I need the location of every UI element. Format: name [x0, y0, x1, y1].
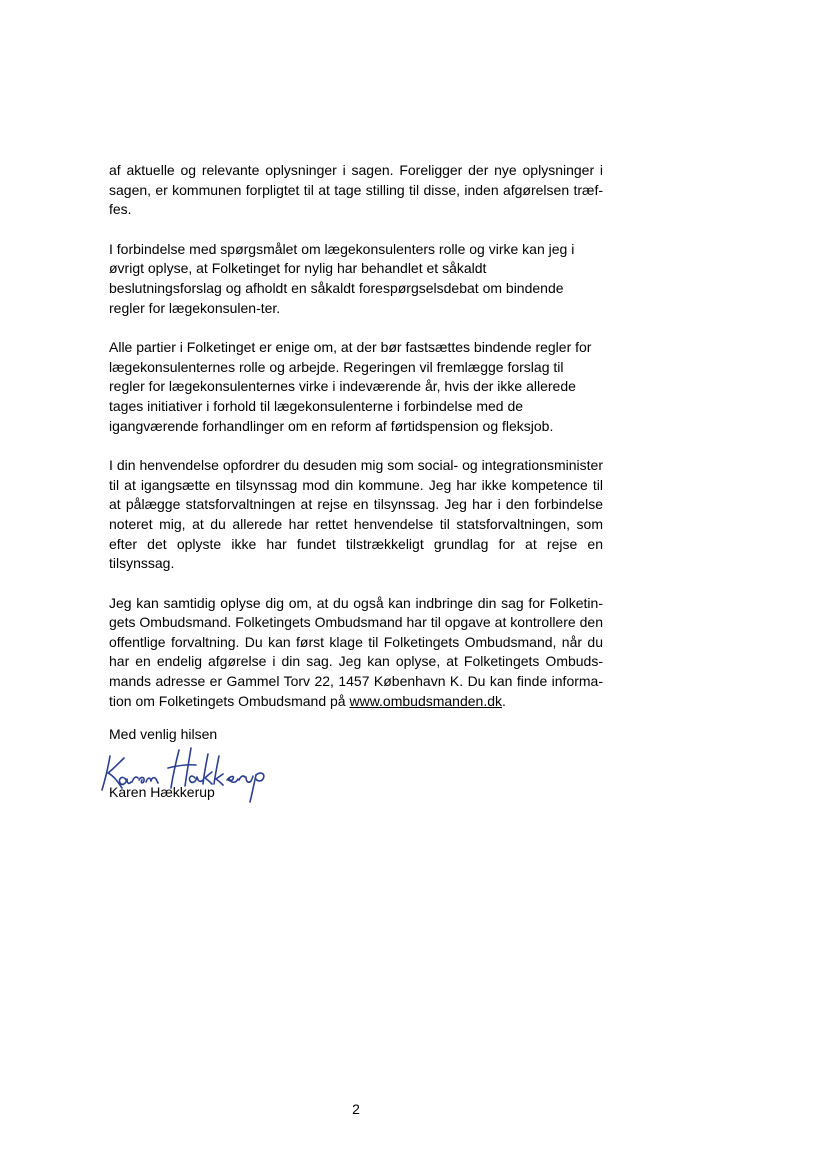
closing-greeting: Med venlig hilsen: [109, 726, 218, 742]
paragraph-5-text: Jeg kan samtidig oplyse dig om, at du også kan indbringe din sag for Folketin-gets Ombudsmand. Folketingets Ombudsmand har til opgave at kontrollere den offentlige forvaltning. Du kan først klage til Folketingets Ombudsmand, når du har en endelig afgørelse i din sag. Jeg kan oplyse, at Folketingets Ombuds-mands adresse er Gammel Torv 22, 1457 København K. Du kan finde informa-tion om Folketingets Ombudsmand på: [109, 594, 603, 709]
paragraph-5: [109, 594, 603, 712]
paragraph-3: Alle partier i Folketinget er enige om, at der bør fastsættes bindende regler for lægekonsulenternes rolle og arbejde. Regeringen vil fremlægge forslag til regler for lægekonsulenternes virke i indeværende år, hvis der ikke allerede tages initiativer i forhold til lægekonsulenterne i forbindelse med de igangværende forhandlinger om en reform af førtidspension og fleksjob.: [109, 339, 592, 434]
paragraph-1: af aktuelle og relevante oplysninger i sagen. Foreligger der nye oplysninger i sagen, er kommunen forpligtet til at tage stilling til disse, inden afgørelsen træf-fes.: [109, 162, 603, 218]
signer-name: Karen Hækkerup: [109, 784, 215, 800]
paragraph-5-end: .: [502, 692, 506, 709]
page-number: 2: [352, 1101, 360, 1117]
letter-body: [109, 161, 603, 731]
paragraph-4: I din henvendelse opfordrer du desuden mig som social- og integrationsminister til at igangsætte en tilsynssag mod din kommune. Jeg har ikke kompetence til at pålægge statsforvaltningen at rejse en tilsynssag. Jeg har i den forbindelse noteret mig, at du allerede har rettet henvendelse til statsforvaltningen, som efter det oplyste ikke har fundet tilstrækkeligt grundlag for at rejse en tilsynssag.: [109, 457, 603, 572]
ombudsman-link[interactable]: www.ombudsmanden.dk: [349, 692, 502, 709]
paragraph-2: I forbindelse med spørgsmålet om lægekonsulenters rolle og virke kan jeg i øvrigt oplyse, at Folketinget for nylig har behandlet et såkaldt beslutningsforslag og afholdt en såkaldt forespørgselsdebat om bindende regler for lægekonsulen-ter.: [109, 240, 575, 316]
